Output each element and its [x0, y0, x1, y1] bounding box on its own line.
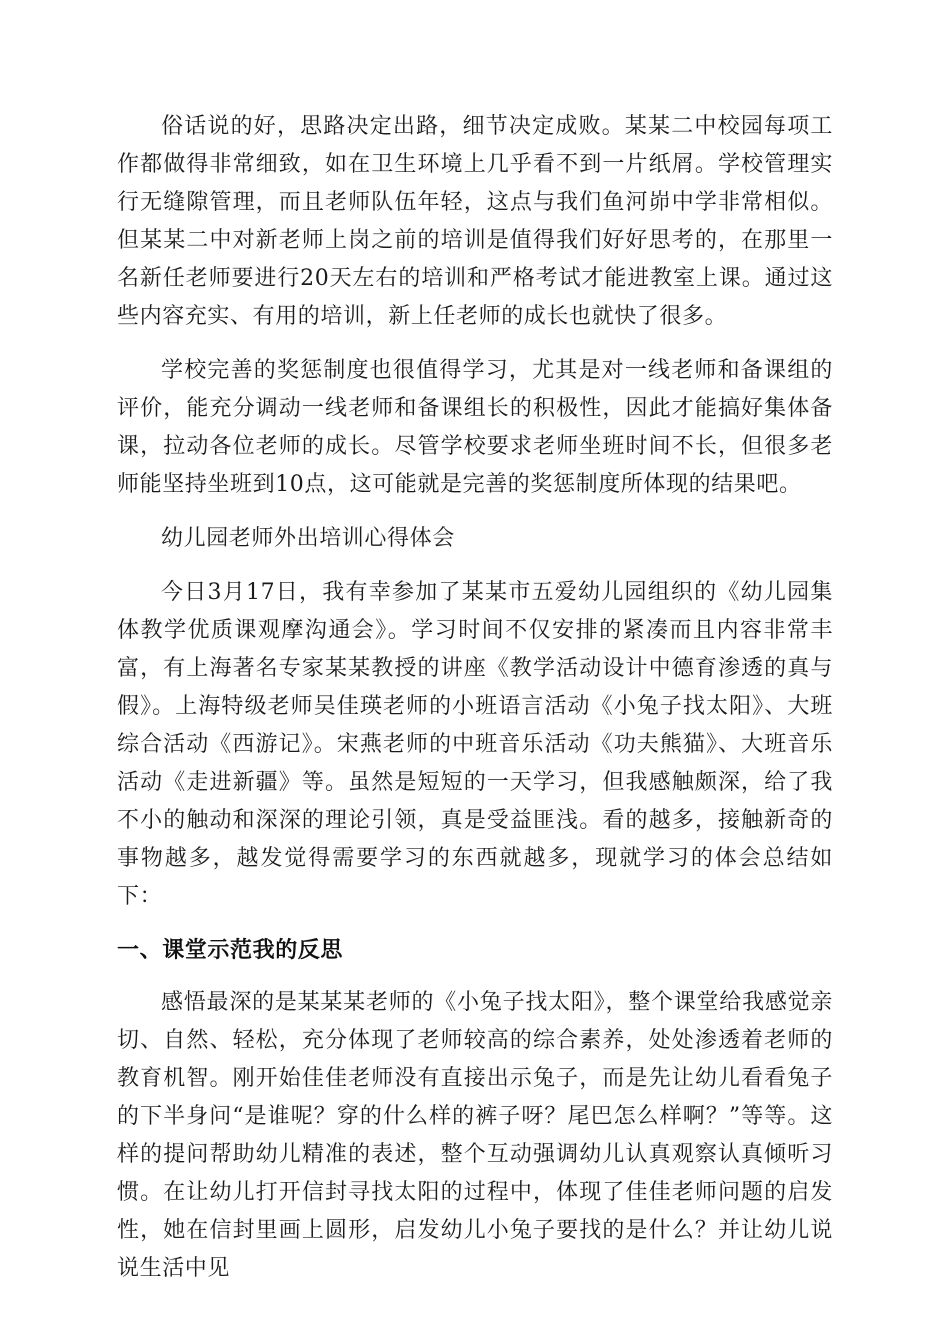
document-body	[117, 108, 833, 1288]
paragraph-lesson-observation: 感悟最深的是某某某老师的《小兔子找太阳》，整个课堂给我感觉亲切、自然、轻松，充分体现了老师较高的综合素养，处处渗透着老师的教育机智。刚开始佳佳老师没有直接出示兔子，而是先让幼儿看看兔子的下半身问“是谁呢？穿的什么样的裤子呀？尾巴怎么样啊？”等等。这样的提问帮助幼儿精准的表述，整个互动强调幼儿认真观察认真倾听习惯。在让幼儿打开信封寻找太阳的过程中，体现了佳佳老师问题的启发性，她在信封里画上圆形，启发幼儿小兔子要找的是什么？并让幼儿说说生活中见	[117, 990, 833, 1281]
heading-classroom-reflection: 一、课堂示范我的反思	[117, 938, 344, 963]
section-title: 幼儿园老师外出培训心得体会	[161, 526, 455, 551]
paragraph-training-reflection: 俗话说的好，思路决定出路，细节决定成败。某某二中校园每项工作都做得非常细致，如在卫生环境上几乎看不到一片纸屑。学校管理实行无缝隙管理，而且老师队伍年轻，这点与我们鱼河峁中学非常相似。但某某二中对新老师上岗之前的培训是值得我们好好思考的，在那里一名新任老师要进行20天左右的培训和严格考试才能进教室上课。通过这些内容充实、有用的培训，新上任老师的成长也就快了很多。	[117, 114, 833, 329]
paragraph-reward-system: 学校完善的奖惩制度也很值得学习，尤其是对一线老师和备课组的评价，能充分调动一线老师和备课组长的积极性，因此才能搞好集体备课，拉动各位老师的成长。尽管学校要求老师坐班时间不长，但很多老师能坚持坐班到10点，这可能就是完善的奖惩制度所体现的结果吧。	[117, 358, 833, 497]
paragraph-event-intro: 今日3月17日，我有幸参加了某某市五爱幼儿园组织的《幼儿园集体教学优质课观摩沟通会》。学习时间不仅安排的紧凑而且内容非常丰富，有上海著名专家某某教授的讲座《教学活动设计中德育渗透的真与假》。上海特级老师吴佳瑛老师的小班语言活动《小兔子找太阳》、大班综合活动《西游记》。宋燕老师的中班音乐活动《功夫熊猫》、大班音乐活动《走进新疆》等。虽然是短短的一天学习，但我感触颇深，给了我不小的触动和深深的理论引领，真是受益匪浅。看的越多，接触新奇的事物越多，越发觉得需要学习的东西就越多，现就学习的体会总结如下：	[117, 580, 833, 909]
